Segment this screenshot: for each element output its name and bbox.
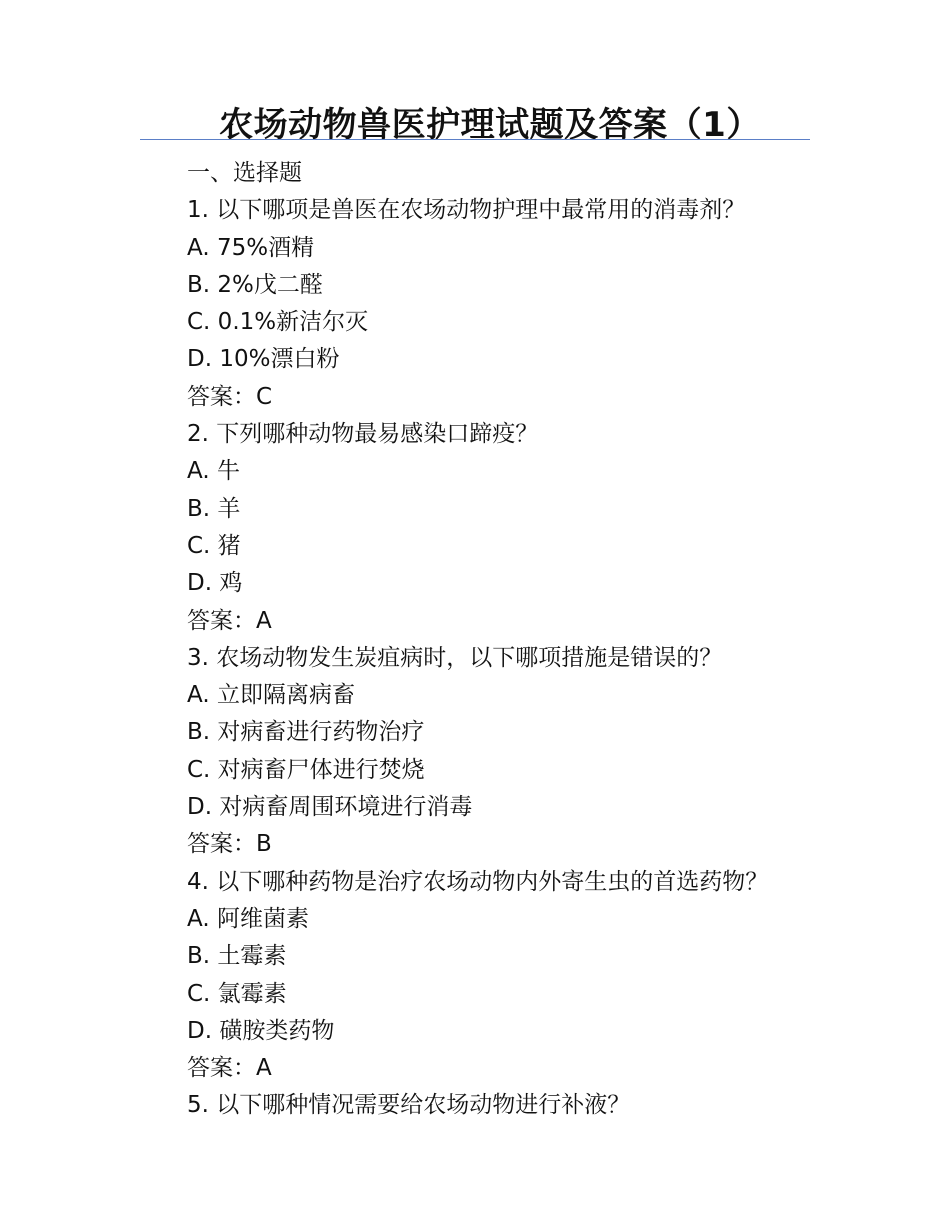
page-title: 农场动物兽医护理试题及答案（1） [219, 105, 761, 145]
document-body [187, 155, 827, 1125]
title-underline [140, 139, 810, 140]
question-text: 4. 以下哪种药物是治疗农场动物内外寄生虫的首选药物？ [187, 868, 769, 895]
option-c: C. 对病畜尸体进行焚烧 [187, 756, 425, 783]
option-c: C. 猪 [187, 532, 241, 559]
section-heading: 一、选择题 [187, 160, 302, 186]
option-a: A. 75%酒精 [187, 234, 315, 261]
answer-line: 答案：A [187, 1055, 272, 1082]
answer-line: 答案：B [187, 831, 272, 858]
question-text: 2. 下列哪种动物最易感染口蹄疫？ [187, 421, 539, 448]
question-block-2 [187, 416, 827, 640]
option-a: A. 牛 [187, 458, 240, 485]
option-b: B. 对病畜进行药物治疗 [187, 719, 425, 746]
question-block-4 [187, 864, 827, 1088]
answer-line: 答案：C [187, 383, 273, 410]
option-d: D. 对病畜周围环境进行消毒 [187, 794, 473, 821]
option-b: B. 2%戊二醛 [187, 271, 323, 298]
option-d: D. 鸡 [187, 570, 243, 597]
option-d: D. 10%漂白粉 [187, 346, 340, 373]
question-block-1 [187, 192, 827, 416]
option-b: B. 羊 [187, 495, 241, 522]
option-b: B. 土霉素 [187, 943, 287, 970]
question-text: 5. 以下哪种情况需要给农场动物进行补液？ [187, 1092, 631, 1119]
option-c: C. 0.1%新洁尔灭 [187, 309, 369, 336]
question-block-5 [187, 1087, 827, 1124]
question-text: 1. 以下哪项是兽医在农场动物护理中最常用的消毒剂？ [187, 197, 746, 224]
option-c: C. 氯霉素 [187, 980, 287, 1007]
option-d: D. 磺胺类药物 [187, 1017, 335, 1044]
option-a: A. 阿维菌素 [187, 905, 309, 932]
question-block-3 [187, 640, 827, 864]
question-text: 3. 农场动物发生炭疽病时，以下哪项措施是错误的？ [187, 644, 723, 671]
option-a: A. 立即隔离病畜 [187, 682, 355, 709]
answer-line: 答案：A [187, 607, 272, 634]
